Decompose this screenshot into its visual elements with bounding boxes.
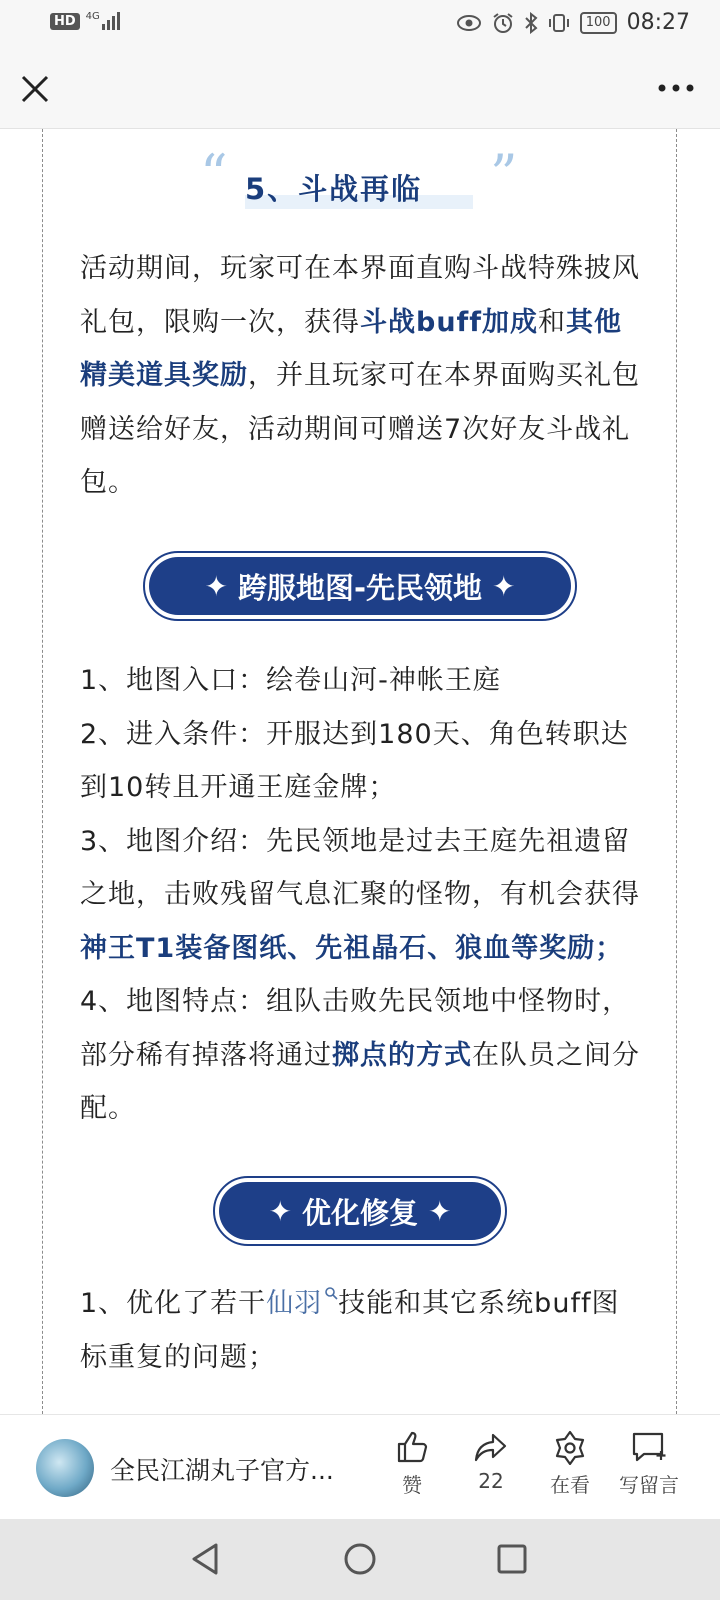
frame-border-right	[676, 129, 677, 1414]
cellular-signal-icon	[86, 12, 120, 30]
share-count: 22	[478, 1469, 504, 1493]
account-avatar[interactable]	[36, 1439, 94, 1497]
paragraph-text: 1、地图入口：绘卷山河-神帐王庭	[80, 665, 501, 696]
list-item	[80, 815, 642, 976]
share-button[interactable]	[455, 1429, 527, 1493]
close-quote-icon: ”	[490, 143, 518, 206]
paragraph-text: 活动期间，玩家可在本界面直购斗战特殊披风礼包，限购一次，获得	[80, 253, 640, 338]
top-nav-bar	[0, 48, 720, 129]
clock: 08:27	[626, 10, 690, 35]
sparkle-star-icon: ✦	[268, 1194, 292, 1228]
section5-paragraph	[80, 242, 642, 510]
fix-item-text: 1、优化了若干	[80, 1288, 267, 1319]
paragraph-text: 2、进入条件：开服达到180天、角色转职达到10转且开通王庭金牌；	[80, 718, 629, 803]
network-type: 4G	[85, 11, 100, 22]
fix-section-title: 优化修复	[301, 1195, 418, 1230]
sparkle-star-icon: ✦	[204, 569, 228, 603]
paragraph-text: 3、地图介绍：先民领地是过去王庭先祖遗留之地，击败残留气息汇聚的怪物，有机会获得	[80, 825, 640, 910]
watching-button[interactable]	[534, 1429, 606, 1498]
section-title: 5、斗战再临	[245, 172, 423, 206]
share-arrow-icon	[473, 1429, 509, 1465]
paragraph-text: 在队员之间分配。	[80, 1039, 640, 1124]
write-comment-button[interactable]	[613, 1429, 685, 1498]
fix-item-text: 技能和其它系统buff图标重复的问题；	[80, 1288, 620, 1373]
map-section-list	[80, 654, 642, 1136]
more-icon[interactable]	[656, 78, 696, 98]
comment-icon	[630, 1429, 668, 1465]
hd-indicator: HD	[50, 13, 80, 30]
xianyu-search-link[interactable]	[266, 1288, 338, 1319]
recents-square-icon[interactable]	[492, 1539, 532, 1579]
thumbs-up-icon	[394, 1429, 430, 1465]
eye-icon	[456, 14, 482, 32]
like-button[interactable]	[376, 1429, 448, 1498]
list-item	[80, 975, 642, 1136]
list-item	[80, 654, 642, 708]
sparkle-star-icon: ✦	[428, 1194, 452, 1228]
open-quote-icon: “	[200, 143, 228, 206]
watching-label: 在看	[550, 1473, 590, 1497]
bottom-toolbar	[0, 1414, 720, 1520]
highlighted-text: 掷点的方式	[332, 1039, 472, 1071]
close-icon[interactable]	[18, 72, 52, 106]
link-text[interactable]: 仙羽	[266, 1288, 323, 1319]
back-triangle-icon[interactable]	[186, 1539, 226, 1579]
frame-border-left	[42, 129, 43, 1414]
map-section-title: 跨服地图-先民领地	[237, 570, 483, 605]
battery-indicator: 100	[580, 12, 617, 34]
fix-item	[80, 1277, 642, 1384]
article-content[interactable]	[0, 129, 720, 1414]
highlighted-text: 神王T1装备图纸、先祖晶石、狼血等奖励；	[80, 932, 624, 964]
like-label: 赞	[402, 1473, 422, 1497]
status-bar	[0, 0, 720, 48]
watching-flower-icon	[552, 1429, 588, 1465]
sparkle-star-icon: ✦	[492, 569, 516, 603]
paragraph-text: ，并且玩家可在本界面购买礼包赠送给好友，活动期间可赠送7次好友斗战礼包。	[80, 360, 640, 498]
paragraph-text: 和	[538, 306, 567, 338]
vibrate-icon	[548, 12, 570, 34]
highlighted-text: 斗战buff加成	[360, 306, 539, 338]
account-name[interactable]: 全民江湖丸子官方...	[110, 1456, 334, 1485]
map-section-banner	[143, 551, 577, 621]
fix-section-banner	[213, 1176, 507, 1246]
bluetooth-icon	[524, 12, 538, 34]
comment-label: 写留言	[619, 1473, 679, 1497]
highlighted-text: 其他精美道具奖励	[80, 306, 623, 391]
paragraph-text: 4、地图特点：组队击败先民领地中怪物时，部分稀有掉落将通过	[80, 986, 631, 1071]
system-navigation-bar	[0, 1519, 720, 1600]
list-item	[80, 708, 642, 815]
search-icon[interactable]	[324, 1286, 338, 1300]
home-circle-icon[interactable]	[340, 1539, 380, 1579]
alarm-icon	[492, 12, 514, 34]
